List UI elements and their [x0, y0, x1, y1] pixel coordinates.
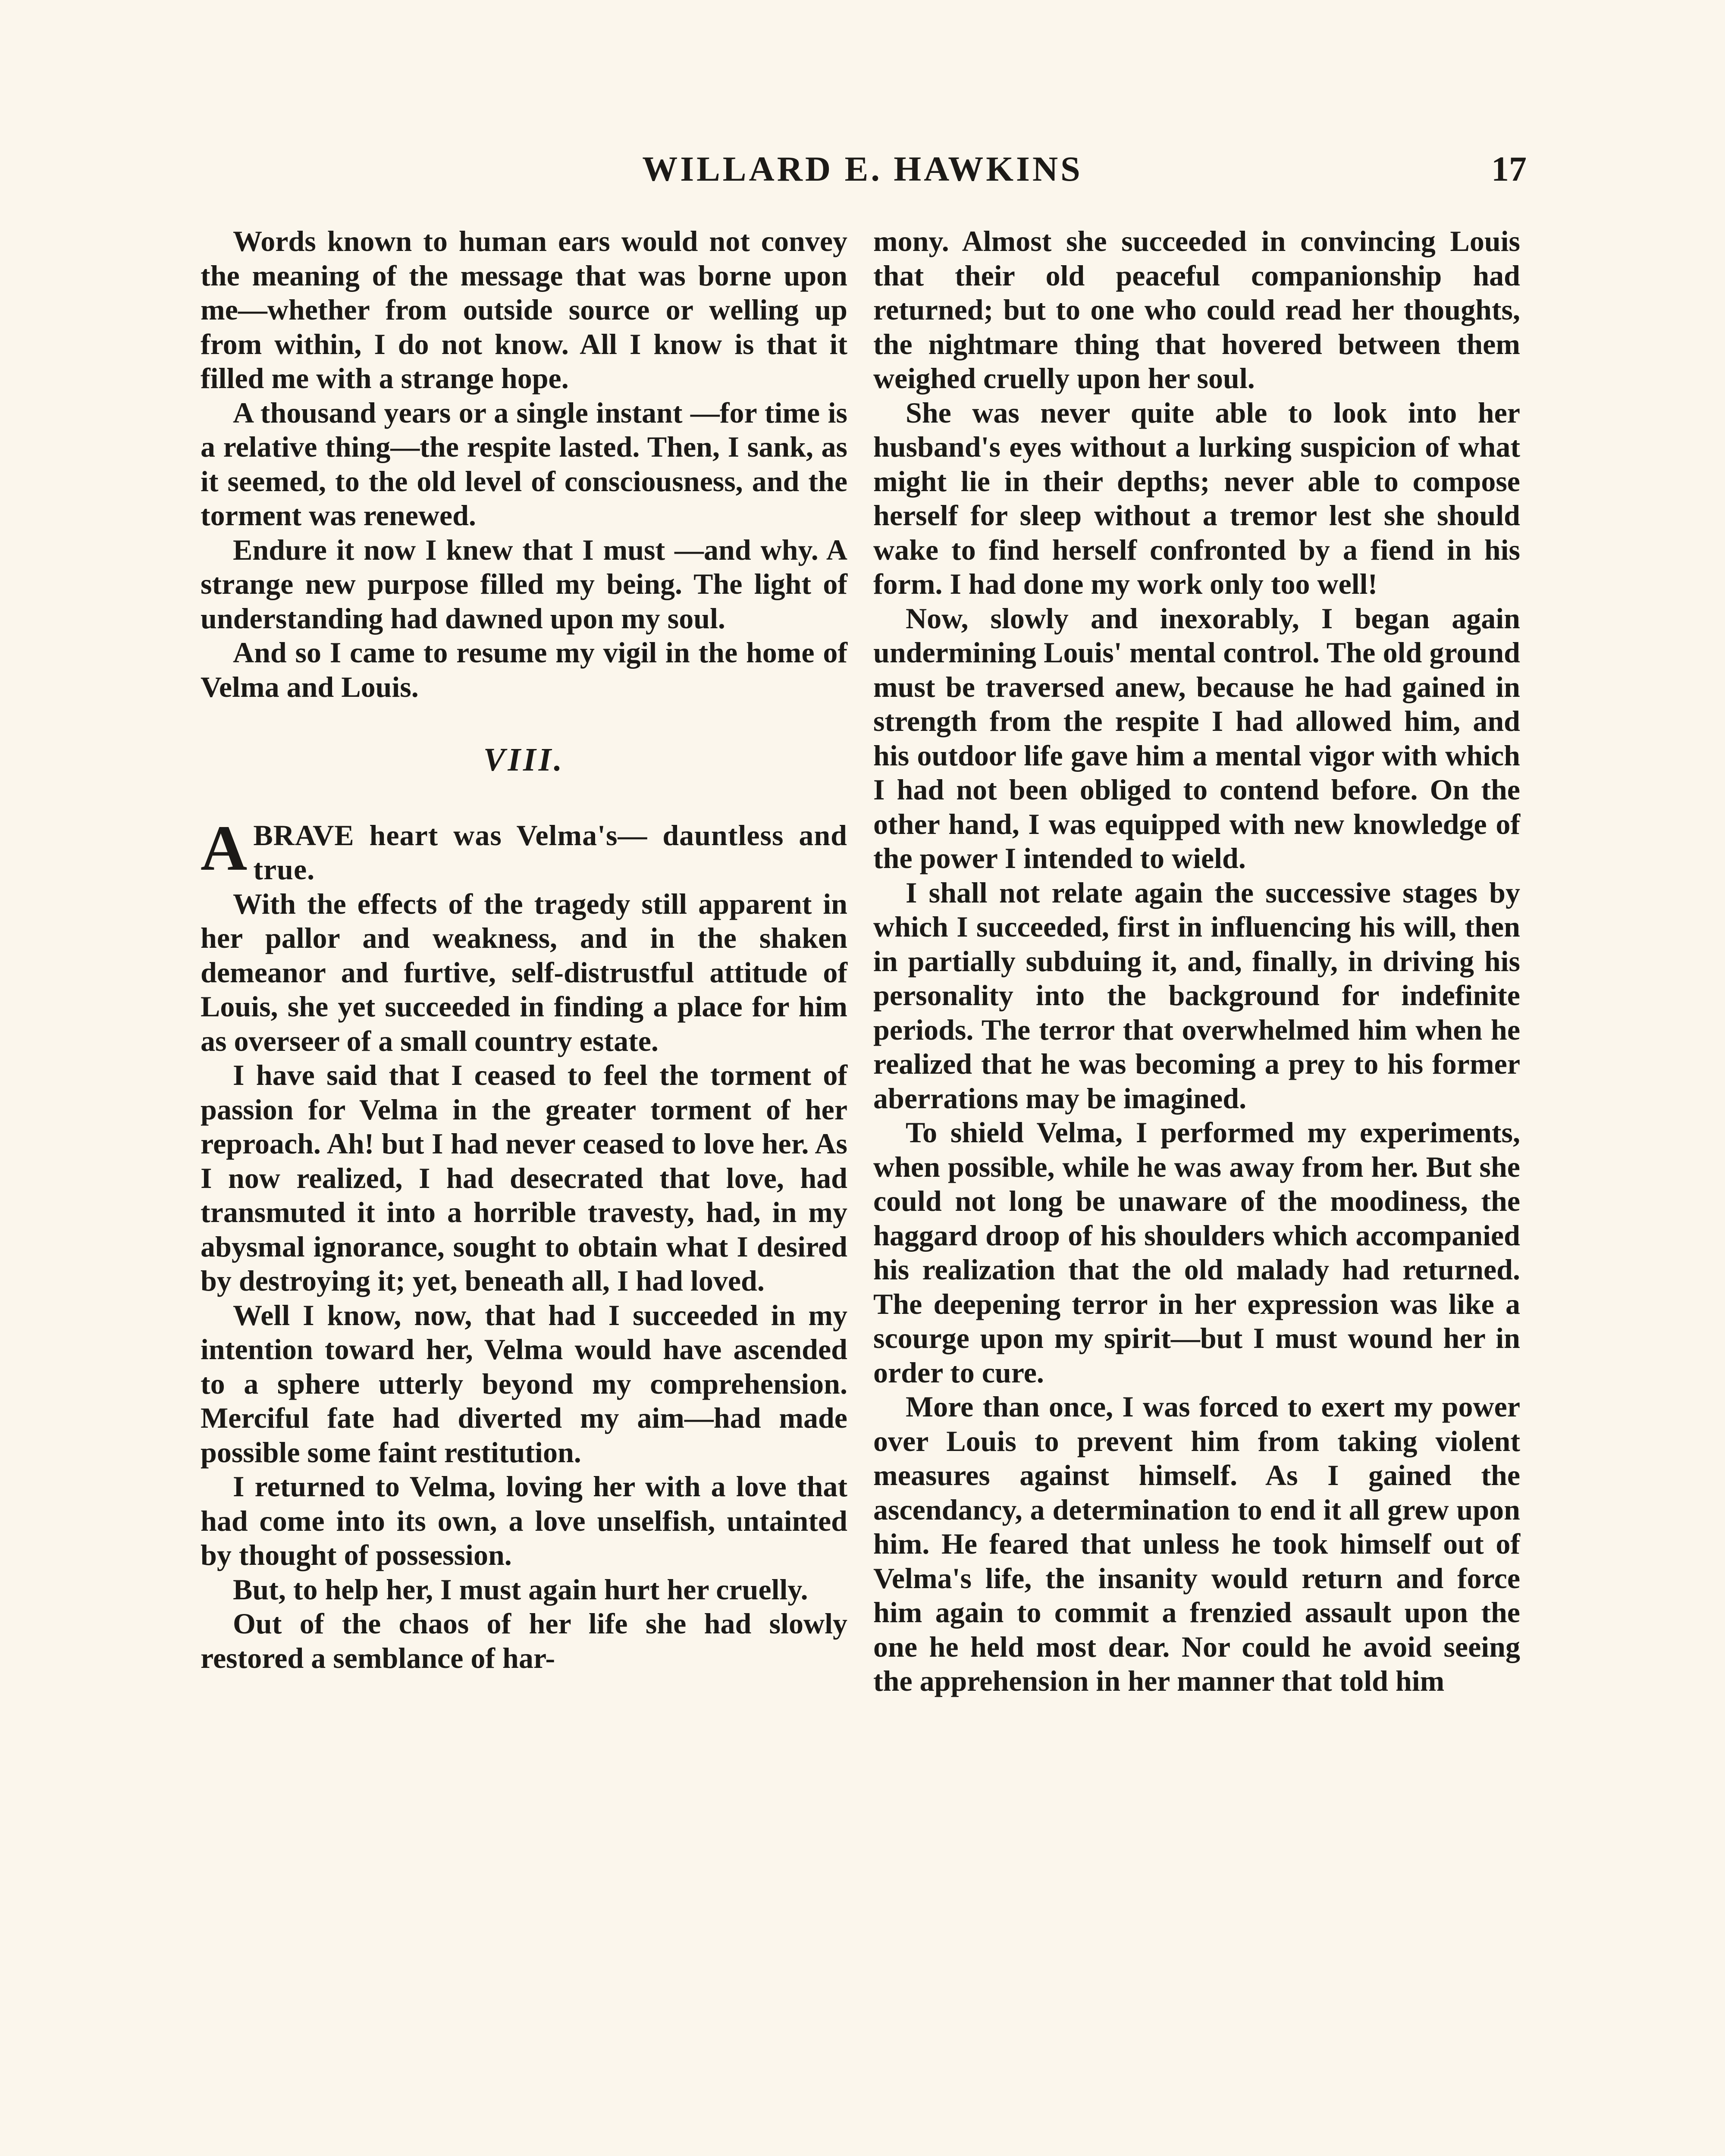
paragraph: To shield Velma, I performed my experiments, when possible, while he was away from her. But she could not long be unaware of the moodiness, the haggard droop of his shoulders which accompanied his realization that the old malady had returned. The deepening terror in her expression was like a scourge upon my spirit—but I must wound her in order to cure. — [873, 1116, 1520, 1389]
paragraph: Now, slowly and inexorably, I began again undermining Louis' mental control. The old ground must be traversed anew, because he had gained in strength from the respite I had allowed him, and his outdoor life gave him a mental vigor with which I had not been obliged to contend before. On the other hand, I was equipped with new knowledge of the power I intended to wield. — [873, 602, 1520, 874]
paragraph: With the effects of the tragedy still apparent in her pallor and weakness, and in the shaken demeanor and furtive, self-distrustful attitude of Louis, she yet succeeded in finding a place for him as overseer of a small country estate. — [201, 887, 847, 1057]
paragraph-continuation: mony. Almost she succeeded in convincing Louis that their old peaceful companionship had returned; but to one who could read her thoughts, the nightmare thing that hovered between them weighed cruelly upon her soul. — [873, 225, 1520, 395]
paragraph: I returned to Velma, loving her with a love that had come into its own, a love unselfish, untainted by thought of possession. — [201, 1470, 847, 1571]
paragraph: I shall not relate again the successive stages by which I succeeded, first in influencing his will, then in partially subduing it, and, finally, in driving his personality into the background for indefinite periods. The terror that overwhelmed him when he realized that he was becoming a prey to his former aberrations may be imagined. — [873, 876, 1520, 1115]
drop-cap: A — [201, 812, 248, 884]
paragraph: Words known to human ears would not convey the meaning of the message that was borne upon me—whether from outside source or welling up from within, I do not know. All I know is that it filled me with a strange hope. — [201, 225, 847, 395]
paragraph: I have said that I ceased to feel the torment of passion for Velma in the greater torment of her reproach. Ah! but I had never ceased to love her. As I now realized, I had desecrated that love, had transmuted it into a horrible travesty, had, in my abysmal ignorance, sought to obtain what I desired by destroying it; yet, beneath all, I had loved. — [201, 1059, 847, 1297]
section-heading: VIII. — [483, 742, 565, 778]
running-head-author: WILLARD E. HAWKINS — [642, 149, 1083, 188]
paragraph: She was never quite able to look into her husband's eyes without a lurking suspicion of what might lie in their depths; never able to compose herself for sleep without a tremor lest she should wake to find herself confronted by a fiend in his form. I had done my work only too well! — [873, 396, 1520, 600]
paragraph: Out of the chaos of her life she had slowly restored a semblance of har- — [201, 1607, 847, 1674]
chapter-opening-text: BRAVE heart was Velma's— dauntless and true. — [253, 818, 847, 886]
paragraph: More than once, I was forced to exert my power over Louis to prevent him from taking violent measures against himself. As I gained the ascendancy, a determination to end it all grew upon him. He feared that unless he took himself out of Velma's life, the insanity would return and force him again to commit a frenzied assault upon the one he held most dear. Nor could he avoid seeing the apprehension in her manner that told him — [873, 1390, 1520, 1697]
running-head — [198, 149, 1527, 196]
paragraph: But, to help her, I must again hurt her cruelly. — [233, 1573, 808, 1606]
paragraph: A thousand years or a single instant —for time is a relative thing—the respite lasted. Then, I sank, as it seemed, to the old level of consciousness, and the torment was renewed. — [201, 396, 847, 532]
left-column — [201, 224, 847, 1675]
paragraph: And so I came to resume my vigil in the home of Velma and Louis. — [201, 636, 847, 703]
page-number: 17 — [1491, 149, 1527, 188]
chapter-opening-paragraph — [201, 812, 847, 887]
right-column — [873, 224, 1520, 1698]
paragraph: Well I know, now, that had I succeeded in my intention toward her, Velma would have ascended to a sphere utterly beyond my comprehension. Merciful fate had diverted my aim—had made possible some faint restitution. — [201, 1298, 847, 1469]
paragraph: Endure it now I knew that I must —and why. A strange new purpose filled my being. The light of understanding had dawned upon my soul. — [201, 533, 847, 635]
